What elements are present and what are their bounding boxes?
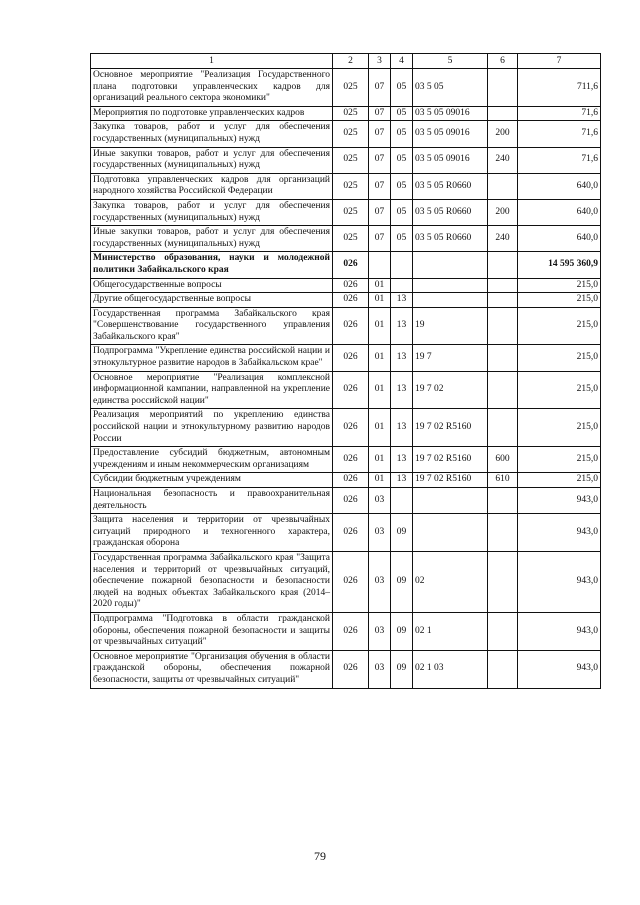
row-section: 01: [369, 345, 391, 371]
row-amount: 215,0: [518, 345, 601, 371]
row-description: Общегосударственные вопросы: [91, 278, 333, 293]
row-ministry-code: 026: [333, 650, 369, 688]
row-target-article: 03 5 05 09016: [413, 106, 488, 121]
row-description: Закупка товаров, работ и услуг для обеспечения государственных (муниципальных) нужд: [91, 199, 333, 225]
row-ministry-code: 026: [333, 447, 369, 473]
row-ministry-code: 025: [333, 226, 369, 252]
row-amount: 711,6: [518, 69, 601, 107]
row-amount: 215,0: [518, 278, 601, 293]
row-expense-type: 600: [488, 447, 518, 473]
table-header-row: [91, 54, 601, 69]
row-description: Иные закупки товаров, работ и услуг для обеспечения государственных (муниципальных) нужд: [91, 226, 333, 252]
row-section: 07: [369, 106, 391, 121]
row-target-article: [413, 488, 488, 514]
row-subsection: 13: [391, 409, 413, 447]
row-section: 01: [369, 409, 391, 447]
row-amount: 943,0: [518, 650, 601, 688]
row-amount: 215,0: [518, 447, 601, 473]
row-subsection: 09: [391, 514, 413, 552]
row-description: Защита населения и территории от чрезвычайных ситуаций природного и техногенного характера, гражданская оборона: [91, 514, 333, 552]
row-subsection: 13: [391, 293, 413, 308]
column-header: 5: [413, 54, 488, 69]
row-section: 07: [369, 147, 391, 173]
table-row: [91, 252, 601, 278]
row-expense-type: [488, 293, 518, 308]
row-subsection: 05: [391, 199, 413, 225]
row-description: Подпрограмма "Укрепление единства российской нации и этнокультурное развитие народов в Забайкальском крае": [91, 345, 333, 371]
row-target-article: [413, 514, 488, 552]
row-target-article: 03 5 05 R0660: [413, 199, 488, 225]
row-amount: 71,6: [518, 106, 601, 121]
row-subsection: 09: [391, 612, 413, 650]
table-row: [91, 199, 601, 225]
row-section: 01: [369, 447, 391, 473]
row-ministry-code: 025: [333, 173, 369, 199]
row-target-article: 03 5 05 09016: [413, 147, 488, 173]
row-target-article: 19 7 02 R5160: [413, 409, 488, 447]
row-amount: 215,0: [518, 409, 601, 447]
column-header: 1: [91, 54, 333, 69]
row-expense-type: [488, 106, 518, 121]
row-section: 03: [369, 551, 391, 612]
row-description: Иные закупки товаров, работ и услуг для обеспечения государственных (муниципальных) нужд: [91, 147, 333, 173]
table-row: [91, 409, 601, 447]
row-description: Подготовка управленческих кадров для организаций народного хозяйства Российской Федерации: [91, 173, 333, 199]
row-subsection: 05: [391, 226, 413, 252]
row-amount: 640,0: [518, 173, 601, 199]
row-description: Мероприятия по подготовке управленческих кадров: [91, 106, 333, 121]
row-ministry-code: 026: [333, 551, 369, 612]
row-subsection: 09: [391, 650, 413, 688]
row-subsection: 13: [391, 307, 413, 345]
row-expense-type: 200: [488, 199, 518, 225]
row-amount: 640,0: [518, 226, 601, 252]
row-section: 01: [369, 278, 391, 293]
row-target-article: 02 1: [413, 612, 488, 650]
column-header: 2: [333, 54, 369, 69]
table-row: [91, 121, 601, 147]
row-target-article: 19 7 02 R5160: [413, 473, 488, 488]
row-ministry-code: 026: [333, 252, 369, 278]
row-description: Субсидии бюджетным учреждениям: [91, 473, 333, 488]
row-expense-type: [488, 371, 518, 409]
row-expense-type: [488, 612, 518, 650]
column-header: 6: [488, 54, 518, 69]
row-description: Министерство образования, науки и молодежной политики Забайкальского края: [91, 252, 333, 278]
row-subsection: 13: [391, 371, 413, 409]
row-target-article: 19 7 02: [413, 371, 488, 409]
row-description: Реализация мероприятий по укреплению единства российской нации и этнокультурному развитию народов России: [91, 409, 333, 447]
row-section: 03: [369, 488, 391, 514]
row-subsection: 05: [391, 106, 413, 121]
row-subsection: 05: [391, 173, 413, 199]
row-expense-type: [488, 307, 518, 345]
row-expense-type: [488, 173, 518, 199]
row-ministry-code: 026: [333, 345, 369, 371]
row-ministry-code: 026: [333, 307, 369, 345]
row-subsection: 05: [391, 147, 413, 173]
table-row: [91, 173, 601, 199]
row-section: 01: [369, 473, 391, 488]
row-subsection: 09: [391, 551, 413, 612]
table-row: [91, 69, 601, 107]
row-target-article: 19 7 02 R5160: [413, 447, 488, 473]
row-section: 03: [369, 612, 391, 650]
row-ministry-code: 025: [333, 106, 369, 121]
row-amount: 943,0: [518, 551, 601, 612]
row-section: [369, 252, 391, 278]
row-section: 03: [369, 514, 391, 552]
row-target-article: [413, 293, 488, 308]
row-ministry-code: 025: [333, 121, 369, 147]
row-section: 07: [369, 199, 391, 225]
row-ministry-code: 025: [333, 147, 369, 173]
row-target-article: 03 5 05 R0660: [413, 226, 488, 252]
row-expense-type: [488, 409, 518, 447]
table-body: [91, 54, 601, 689]
row-target-article: 03 5 05 R0660: [413, 173, 488, 199]
row-target-article: 03 5 05 09016: [413, 121, 488, 147]
row-ministry-code: 026: [333, 371, 369, 409]
row-subsection: [391, 488, 413, 514]
table-row: [91, 488, 601, 514]
row-description: Закупка товаров, работ и услуг для обеспечения государственных (муниципальных) нужд: [91, 121, 333, 147]
row-section: 03: [369, 650, 391, 688]
budget-table: [90, 53, 601, 689]
page-number: 79: [314, 849, 326, 863]
row-subsection: 05: [391, 69, 413, 107]
row-expense-type: 610: [488, 473, 518, 488]
row-expense-type: [488, 252, 518, 278]
row-target-article: [413, 252, 488, 278]
row-expense-type: 240: [488, 226, 518, 252]
row-target-article: [413, 278, 488, 293]
row-target-article: 02: [413, 551, 488, 612]
row-description: Предоставление субсидий бюджетным, автономным учреждениям и иным некоммерческим организациям: [91, 447, 333, 473]
row-amount: 640,0: [518, 199, 601, 225]
table-row: [91, 473, 601, 488]
row-description: Государственная программа Забайкальского края "Совершенствование государственного управления Забайкальского края": [91, 307, 333, 345]
table-row: [91, 650, 601, 688]
row-expense-type: [488, 650, 518, 688]
row-description: Основное мероприятие "Реализация Государственного плана подготовки управленческих кадров для организаций реального сектора экономики": [91, 69, 333, 107]
row-expense-type: [488, 551, 518, 612]
row-description: Основное мероприятие "Организация обучения в области гражданской обороны, обеспечения пожарной безопасности, защиты от чрезвычайных ситуаций": [91, 650, 333, 688]
column-header: 7: [518, 54, 601, 69]
row-ministry-code: 025: [333, 69, 369, 107]
row-subsection: 13: [391, 345, 413, 371]
row-expense-type: [488, 514, 518, 552]
row-expense-type: 200: [488, 121, 518, 147]
row-section: 07: [369, 173, 391, 199]
row-description: Другие общегосударственные вопросы: [91, 293, 333, 308]
row-ministry-code: 026: [333, 278, 369, 293]
row-expense-type: [488, 69, 518, 107]
row-amount: 14 595 360,9: [518, 252, 601, 278]
row-amount: 215,0: [518, 293, 601, 308]
row-section: 01: [369, 371, 391, 409]
row-amount: 215,0: [518, 307, 601, 345]
row-section: 07: [369, 121, 391, 147]
row-expense-type: [488, 488, 518, 514]
table-row: [91, 551, 601, 612]
row-description: Основное мероприятие "Реализация комплексной информационной кампании, направленной на укрепление единства российской нации": [91, 371, 333, 409]
table-row: [91, 307, 601, 345]
row-ministry-code: 025: [333, 199, 369, 225]
row-ministry-code: 026: [333, 409, 369, 447]
row-expense-type: [488, 345, 518, 371]
row-amount: 943,0: [518, 488, 601, 514]
row-amount: 215,0: [518, 473, 601, 488]
table-row: [91, 226, 601, 252]
row-ministry-code: 026: [333, 488, 369, 514]
row-subsection: 13: [391, 447, 413, 473]
row-section: 01: [369, 293, 391, 308]
row-target-article: 02 1 03: [413, 650, 488, 688]
table-row: [91, 293, 601, 308]
table-row: [91, 514, 601, 552]
row-section: 07: [369, 226, 391, 252]
row-target-article: 03 5 05: [413, 69, 488, 107]
row-description: Государственная программа Забайкальского края "Защита населения и территорий от чрезвычайных ситуаций, обеспечение пожарной безопасности и безопасности людей на водных объектах Забайкальского края (2014–2020 годы)": [91, 551, 333, 612]
row-ministry-code: 026: [333, 293, 369, 308]
column-header: 4: [391, 54, 413, 69]
row-description: Подпрограмма "Подготовка в области гражданской обороны, обеспечения пожарной безопасности и защиты от чрезвычайных ситуаций": [91, 612, 333, 650]
row-amount: 71,6: [518, 121, 601, 147]
row-expense-type: [488, 278, 518, 293]
row-section: 01: [369, 307, 391, 345]
row-subsection: [391, 278, 413, 293]
table-row: [91, 612, 601, 650]
row-amount: 943,0: [518, 514, 601, 552]
row-ministry-code: 026: [333, 514, 369, 552]
row-target-article: 19: [413, 307, 488, 345]
row-amount: 943,0: [518, 612, 601, 650]
table-row: [91, 345, 601, 371]
row-description: Национальная безопасность и правоохранительная деятельность: [91, 488, 333, 514]
table-row: [91, 278, 601, 293]
row-ministry-code: 026: [333, 473, 369, 488]
row-expense-type: 240: [488, 147, 518, 173]
table-row: [91, 106, 601, 121]
row-subsection: 13: [391, 473, 413, 488]
column-header: 3: [369, 54, 391, 69]
row-target-article: 19 7: [413, 345, 488, 371]
table-row: [91, 371, 601, 409]
row-subsection: 05: [391, 121, 413, 147]
row-ministry-code: 026: [333, 612, 369, 650]
row-amount: 215,0: [518, 371, 601, 409]
table-row: [91, 147, 601, 173]
table-row: [91, 447, 601, 473]
row-amount: 71,6: [518, 147, 601, 173]
row-subsection: [391, 252, 413, 278]
row-section: 07: [369, 69, 391, 107]
